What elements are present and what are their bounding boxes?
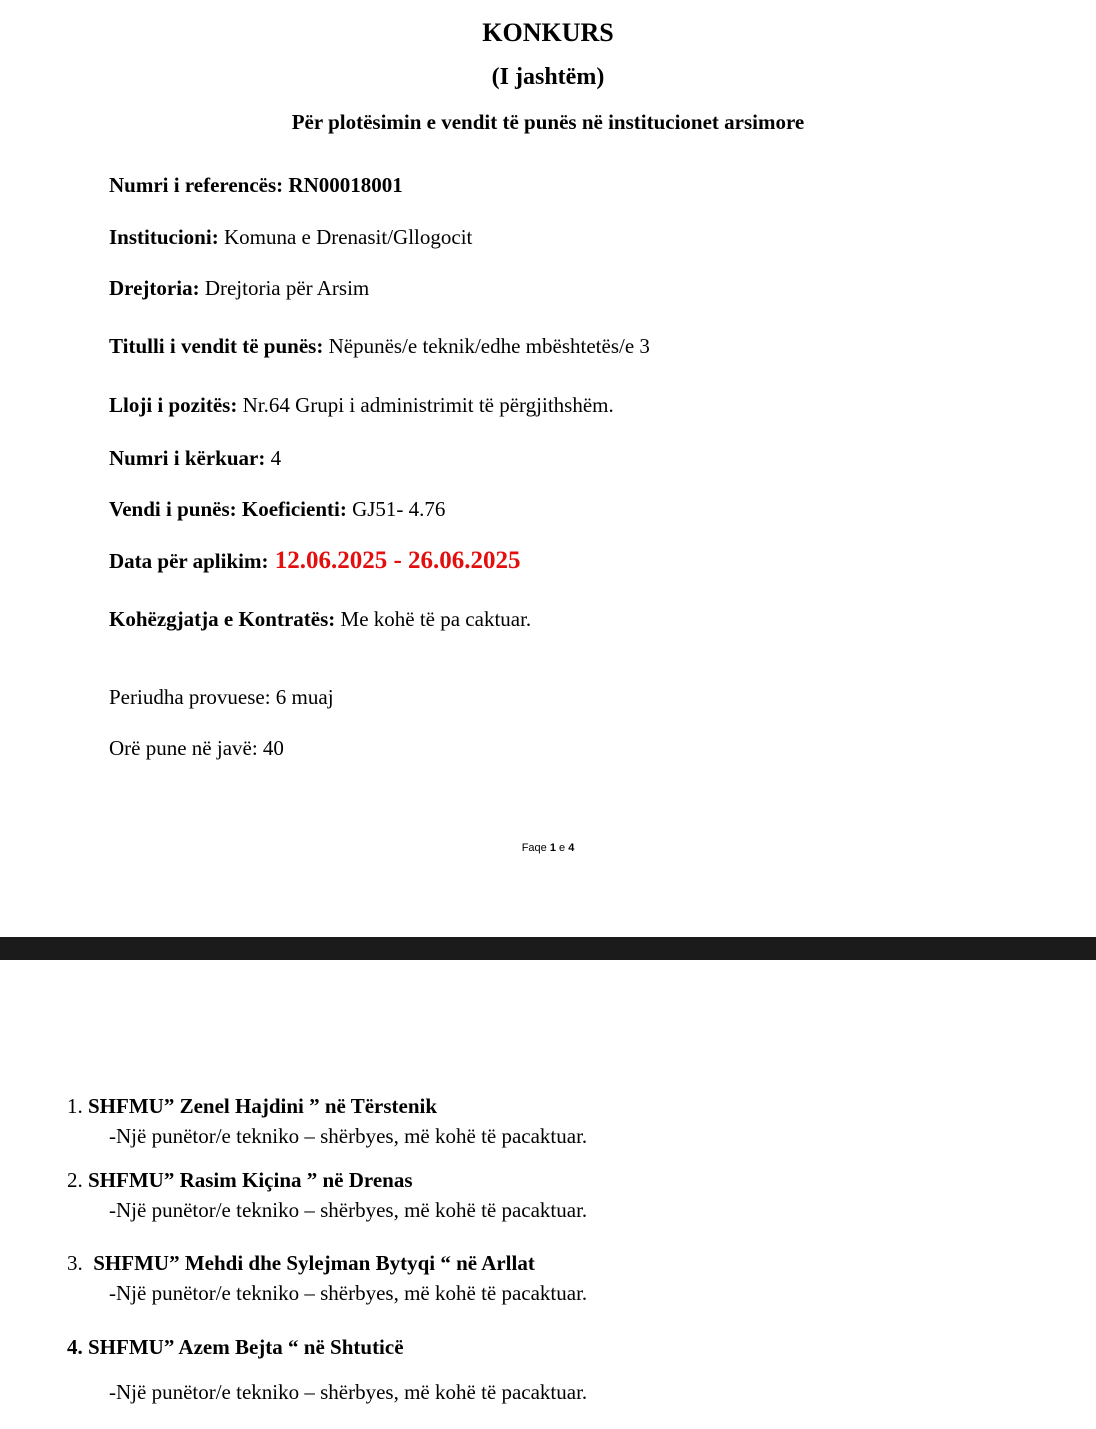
position-type-value: Nr.64 Grupi i administrimit të përgjithshëm.	[237, 393, 614, 417]
coefficient-line	[109, 497, 445, 522]
school-item-1-number: 1.	[67, 1094, 83, 1118]
job-title-line	[109, 334, 650, 359]
position-type-label: Lloji i pozitës:	[109, 393, 238, 417]
directorate-value: Drejtoria për Arsim	[199, 276, 370, 300]
school-item-4-number: 4.	[67, 1335, 83, 1359]
application-date-value: 12.06.2025 - 26.06.2025	[268, 547, 521, 574]
application-date-label: Data për aplikim:	[109, 549, 269, 573]
directorate-label: Drejtoria:	[109, 276, 200, 300]
institution-value: Komuna e Drenasit/Gllogocit	[218, 225, 473, 249]
job-title-label: Titulli i vendit të punës:	[109, 334, 324, 358]
page-number-current: 1	[549, 842, 556, 854]
school-item-4-title	[67, 1335, 404, 1360]
document-title: KONKURS	[482, 18, 614, 47]
application-date-line	[109, 547, 521, 575]
contract-duration-line	[109, 607, 531, 632]
school-item-4-desc: -Një punëtor/e tekniko – shërbyes, më kohë të pacaktuar.	[109, 1380, 588, 1404]
institution-label: Institucioni:	[109, 225, 219, 249]
document-page-2	[0, 960, 1096, 1429]
reference-number-label: Numri i referencës: RN00018001	[109, 173, 403, 197]
directorate-line	[109, 276, 369, 301]
school-item-3-title	[67, 1251, 535, 1276]
coefficient-value: GJ51- 4.76	[346, 497, 446, 521]
reference-number-line	[109, 173, 403, 198]
required-number-line	[109, 446, 281, 471]
probation-period: Periudha provuese: 6 muaj	[109, 685, 334, 709]
school-item-1-title	[67, 1094, 437, 1119]
school-item-3-desc: -Një punëtor/e tekniko – shërbyes, më kohë të pacaktuar.	[109, 1281, 588, 1305]
page-number-prefix: Faqe	[521, 842, 550, 854]
document-heading: Për plotësimin e vendit të punës në institucionet arsimore	[291, 110, 805, 134]
page-number-middle: e	[555, 842, 569, 854]
required-number-label: Numri i kërkuar:	[109, 446, 266, 470]
school-item-2-name: SHFMU” Rasim Kiçina ” në Drenas	[88, 1168, 413, 1192]
school-item-1-desc: -Një punëtor/e tekniko – shërbyes, më kohë të pacaktuar.	[109, 1124, 588, 1148]
contract-duration-label: Kohëzgjatja e Kontratës:	[109, 607, 336, 631]
position-type-line	[109, 393, 614, 418]
school-item-1-name: SHFMU” Zenel Hajdini ” në Tërstenik	[88, 1094, 438, 1118]
document-subtitle: (I jashtëm)	[491, 64, 605, 90]
school-item-2-title	[67, 1168, 413, 1193]
institution-line	[109, 225, 472, 250]
school-item-3-name: SHFMU” Mehdi dhe Sylejman Bytyqi “ në Arllat	[93, 1251, 535, 1275]
page-separator	[0, 937, 1096, 960]
coefficient-label: Vendi i punës: Koeficienti:	[109, 497, 347, 521]
required-number-value: 4	[265, 446, 282, 470]
page-number-total: 4	[568, 842, 575, 854]
contract-duration-value: Me kohë të pa caktuar.	[335, 607, 532, 631]
school-item-2-desc: -Një punëtor/e tekniko – shërbyes, më kohë të pacaktuar.	[109, 1198, 588, 1222]
weekly-hours: Orë pune në javë: 40	[109, 736, 284, 760]
page-number-footer	[0, 842, 1096, 854]
school-item-4-name: SHFMU” Azem Bejta “ në Shtuticë	[88, 1335, 404, 1359]
school-item-3-number: 3.	[67, 1251, 83, 1275]
school-item-2-number: 2.	[67, 1168, 83, 1192]
job-title-value: Nëpunës/e teknik/edhe mbështetës/e 3	[323, 334, 650, 358]
